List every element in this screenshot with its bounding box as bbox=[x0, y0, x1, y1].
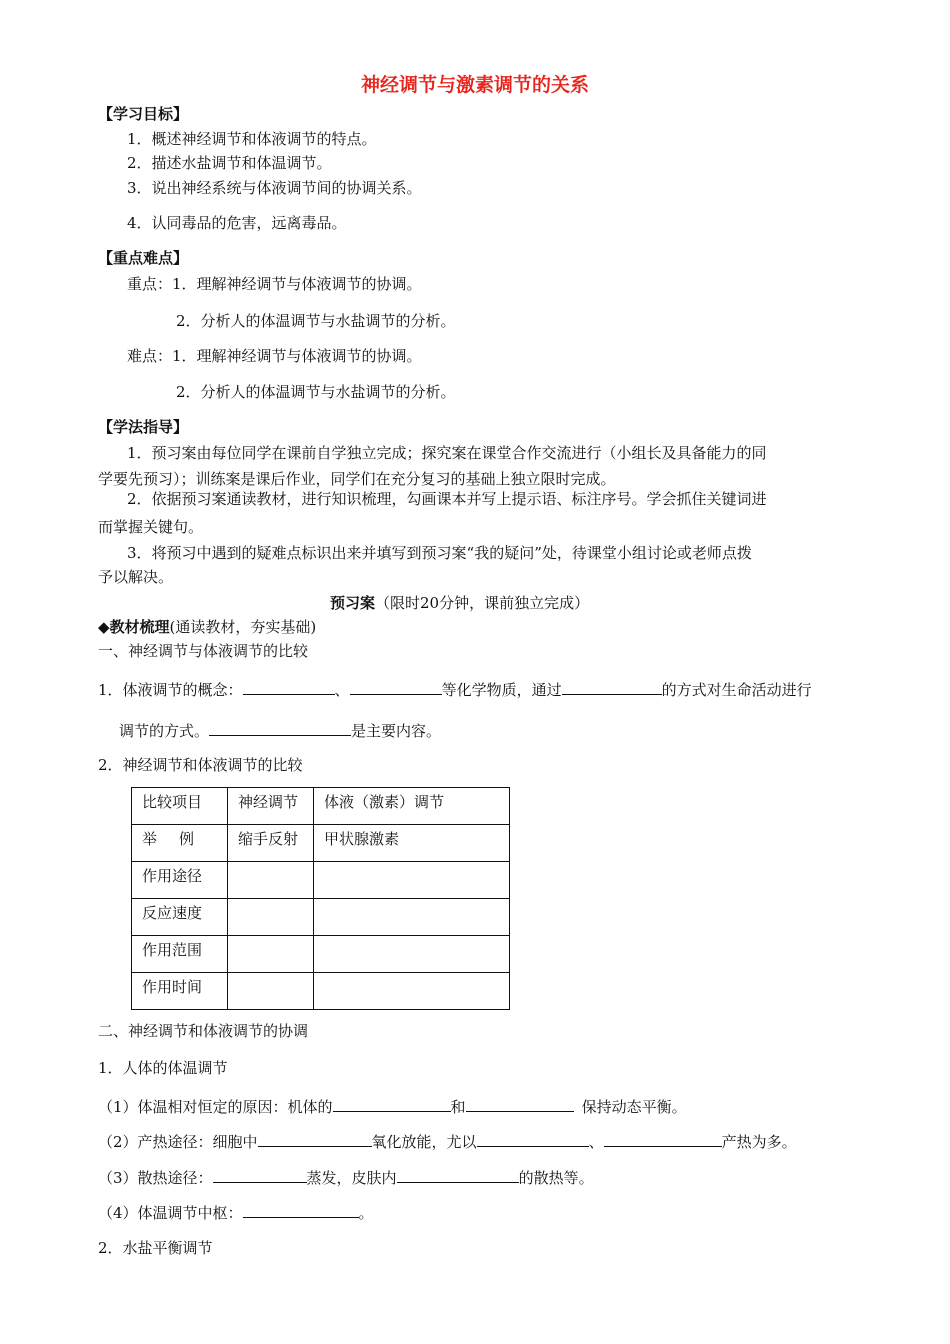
item-2-separator: 、 bbox=[588, 1133, 604, 1151]
question-1-line-2-suffix: 是主要内容。 bbox=[351, 722, 442, 740]
comparison-table bbox=[131, 787, 510, 1010]
item-4-suffix: 。 bbox=[358, 1204, 374, 1222]
fill-blank[interactable] bbox=[213, 1166, 307, 1183]
key-point-item: 2．分析人的体温调节与水盐调节的分析。 bbox=[176, 312, 456, 330]
table-row-label: 作用范围 bbox=[132, 936, 228, 973]
table-cell[interactable] bbox=[228, 862, 314, 899]
item-3-mid: 蒸发，皮肤内 bbox=[306, 1169, 397, 1187]
item-2 bbox=[98, 1130, 797, 1152]
question-2: 2．神经调节和体液调节的比较 bbox=[98, 756, 303, 774]
table-row-label: 举例 bbox=[132, 825, 228, 862]
key-point-line bbox=[127, 274, 422, 294]
table-cell[interactable] bbox=[314, 862, 510, 899]
section1-title: 一、神经调节与体液调节的比较 bbox=[98, 642, 309, 660]
question-1-mid: 等化学物质，通过 bbox=[441, 681, 562, 699]
table-header-row bbox=[132, 788, 510, 825]
key-point-item: 1．理解神经调节与体液调节的协调。 bbox=[172, 275, 422, 293]
table-header-cell: 比较项目 bbox=[132, 788, 228, 825]
item-3 bbox=[98, 1166, 594, 1188]
objective-item: 2．描述水盐调节和体温调节。 bbox=[127, 154, 332, 172]
item-1-mid: 和 bbox=[450, 1098, 466, 1116]
table-cell[interactable] bbox=[228, 899, 314, 936]
table-row bbox=[132, 973, 510, 1010]
table-row bbox=[132, 936, 510, 973]
fill-blank[interactable] bbox=[466, 1095, 574, 1112]
item-1 bbox=[98, 1095, 687, 1117]
difficult-point-item: 2．分析人的体温调节与水盐调节的分析。 bbox=[176, 383, 456, 401]
table-row-label: 作用时间 bbox=[132, 973, 228, 1010]
item-3-prefix: （3）散热途径： bbox=[98, 1169, 213, 1187]
textbook-heading bbox=[98, 617, 316, 637]
table-cell[interactable] bbox=[228, 936, 314, 973]
question-1-separator: 、 bbox=[334, 681, 350, 699]
fill-blank[interactable] bbox=[243, 678, 335, 695]
guide-paragraph-line: 予以解决。 bbox=[98, 568, 174, 586]
fill-blank[interactable] bbox=[604, 1130, 722, 1147]
preview-note: （限时20分钟，课前独立完成） bbox=[375, 594, 590, 612]
guide-paragraph-line: 2．依据预习案通读教材，进行知识梳理，勾画课本并写上提示语、标注序号。学会抓住关键词进 bbox=[127, 490, 767, 508]
item-4-prefix: （4）体温调节中枢： bbox=[98, 1204, 243, 1222]
subsection-title: 1．人体的体温调节 bbox=[98, 1059, 228, 1077]
section2-title: 二、神经调节和体液调节的协调 bbox=[98, 1022, 309, 1040]
keypoints-heading: 【重点难点】 bbox=[98, 249, 189, 267]
key-label: 重点： bbox=[127, 275, 173, 293]
table-header-cell: 体液（激素）调节 bbox=[314, 788, 510, 825]
objectives-heading: 【学习目标】 bbox=[98, 105, 189, 123]
item-2-suffix: 产热为多。 bbox=[721, 1133, 797, 1151]
objective-item: 1．概述神经调节和体液调节的特点。 bbox=[127, 130, 377, 148]
page-title: 神经调节与激素调节的关系 bbox=[360, 74, 589, 96]
guide-paragraph-line: 而掌握关键句。 bbox=[98, 518, 204, 536]
table-row bbox=[132, 899, 510, 936]
table-cell[interactable] bbox=[314, 936, 510, 973]
guide-paragraph-line: 3．将预习中遇到的疑难点标识出来并填写到预习案“我的疑问”处，待课堂小组讨论或老师点拨 bbox=[127, 544, 752, 562]
fill-blank[interactable] bbox=[350, 678, 442, 695]
guide-heading: 【学法指导】 bbox=[98, 418, 189, 436]
subsection-title: 2．水盐平衡调节 bbox=[98, 1239, 213, 1257]
difficult-point-item: 1．理解神经调节与体液调节的协调。 bbox=[172, 347, 422, 365]
fill-blank[interactable] bbox=[209, 719, 351, 736]
fill-blank[interactable] bbox=[397, 1166, 519, 1183]
table-row bbox=[132, 825, 510, 862]
question-1-line-1 bbox=[98, 678, 812, 700]
guide-paragraph-line: 1．预习案由每位同学在课前自学独立完成；探究案在课堂合作交流进行（小组长及具备能力的同 bbox=[127, 444, 767, 462]
objective-item: 4．认同毒品的危害，远离毒品。 bbox=[127, 214, 347, 232]
table-header-cell: 神经调节 bbox=[228, 788, 314, 825]
item-3-suffix: 的散热等。 bbox=[518, 1169, 594, 1187]
table-row-label: 反应速度 bbox=[132, 899, 228, 936]
table-cell[interactable] bbox=[314, 899, 510, 936]
item-2-mid: 氧化放能，尤以 bbox=[371, 1133, 477, 1151]
fill-blank[interactable] bbox=[258, 1130, 372, 1147]
preview-heading bbox=[330, 593, 589, 613]
table-cell[interactable] bbox=[314, 973, 510, 1010]
question-1-prefix: 1．体液调节的概念： bbox=[98, 681, 243, 699]
item-2-prefix: （2）产热途径：细胞中 bbox=[98, 1133, 258, 1151]
guide-paragraph-line: 学要先预习）；训练案是课后作业，同学们在充分复习的基础上独立限时完成。 bbox=[98, 470, 616, 488]
table-row-label: 作用途径 bbox=[132, 862, 228, 899]
question-1-line-2 bbox=[119, 719, 441, 741]
table-cell[interactable] bbox=[228, 973, 314, 1010]
fill-blank[interactable] bbox=[562, 678, 662, 695]
fill-blank[interactable] bbox=[243, 1201, 359, 1218]
fill-blank[interactable] bbox=[333, 1095, 451, 1112]
textbook-label: ◆教材梳理 bbox=[98, 618, 170, 636]
table-cell: 甲状腺激素 bbox=[314, 825, 510, 862]
table-cell: 缩手反射 bbox=[228, 825, 314, 862]
textbook-note: (通读教材，夯实基础) bbox=[169, 618, 317, 636]
objective-item: 3．说出神经系统与体液调节间的协调关系。 bbox=[127, 179, 422, 197]
question-1-suffix: 的方式对生命活动进行 bbox=[661, 681, 812, 699]
difficult-point-line bbox=[127, 346, 422, 366]
difficult-label: 难点： bbox=[127, 347, 173, 365]
table-row bbox=[132, 862, 510, 899]
item-1-prefix: （1）体温相对恒定的原因：机体的 bbox=[98, 1098, 333, 1116]
item-1-suffix: 保持动态平衡。 bbox=[581, 1098, 687, 1116]
preview-label: 预习案 bbox=[330, 594, 376, 612]
question-1-line-2-prefix: 调节的方式。 bbox=[119, 722, 210, 740]
fill-blank[interactable] bbox=[477, 1130, 589, 1147]
item-4 bbox=[98, 1201, 374, 1223]
